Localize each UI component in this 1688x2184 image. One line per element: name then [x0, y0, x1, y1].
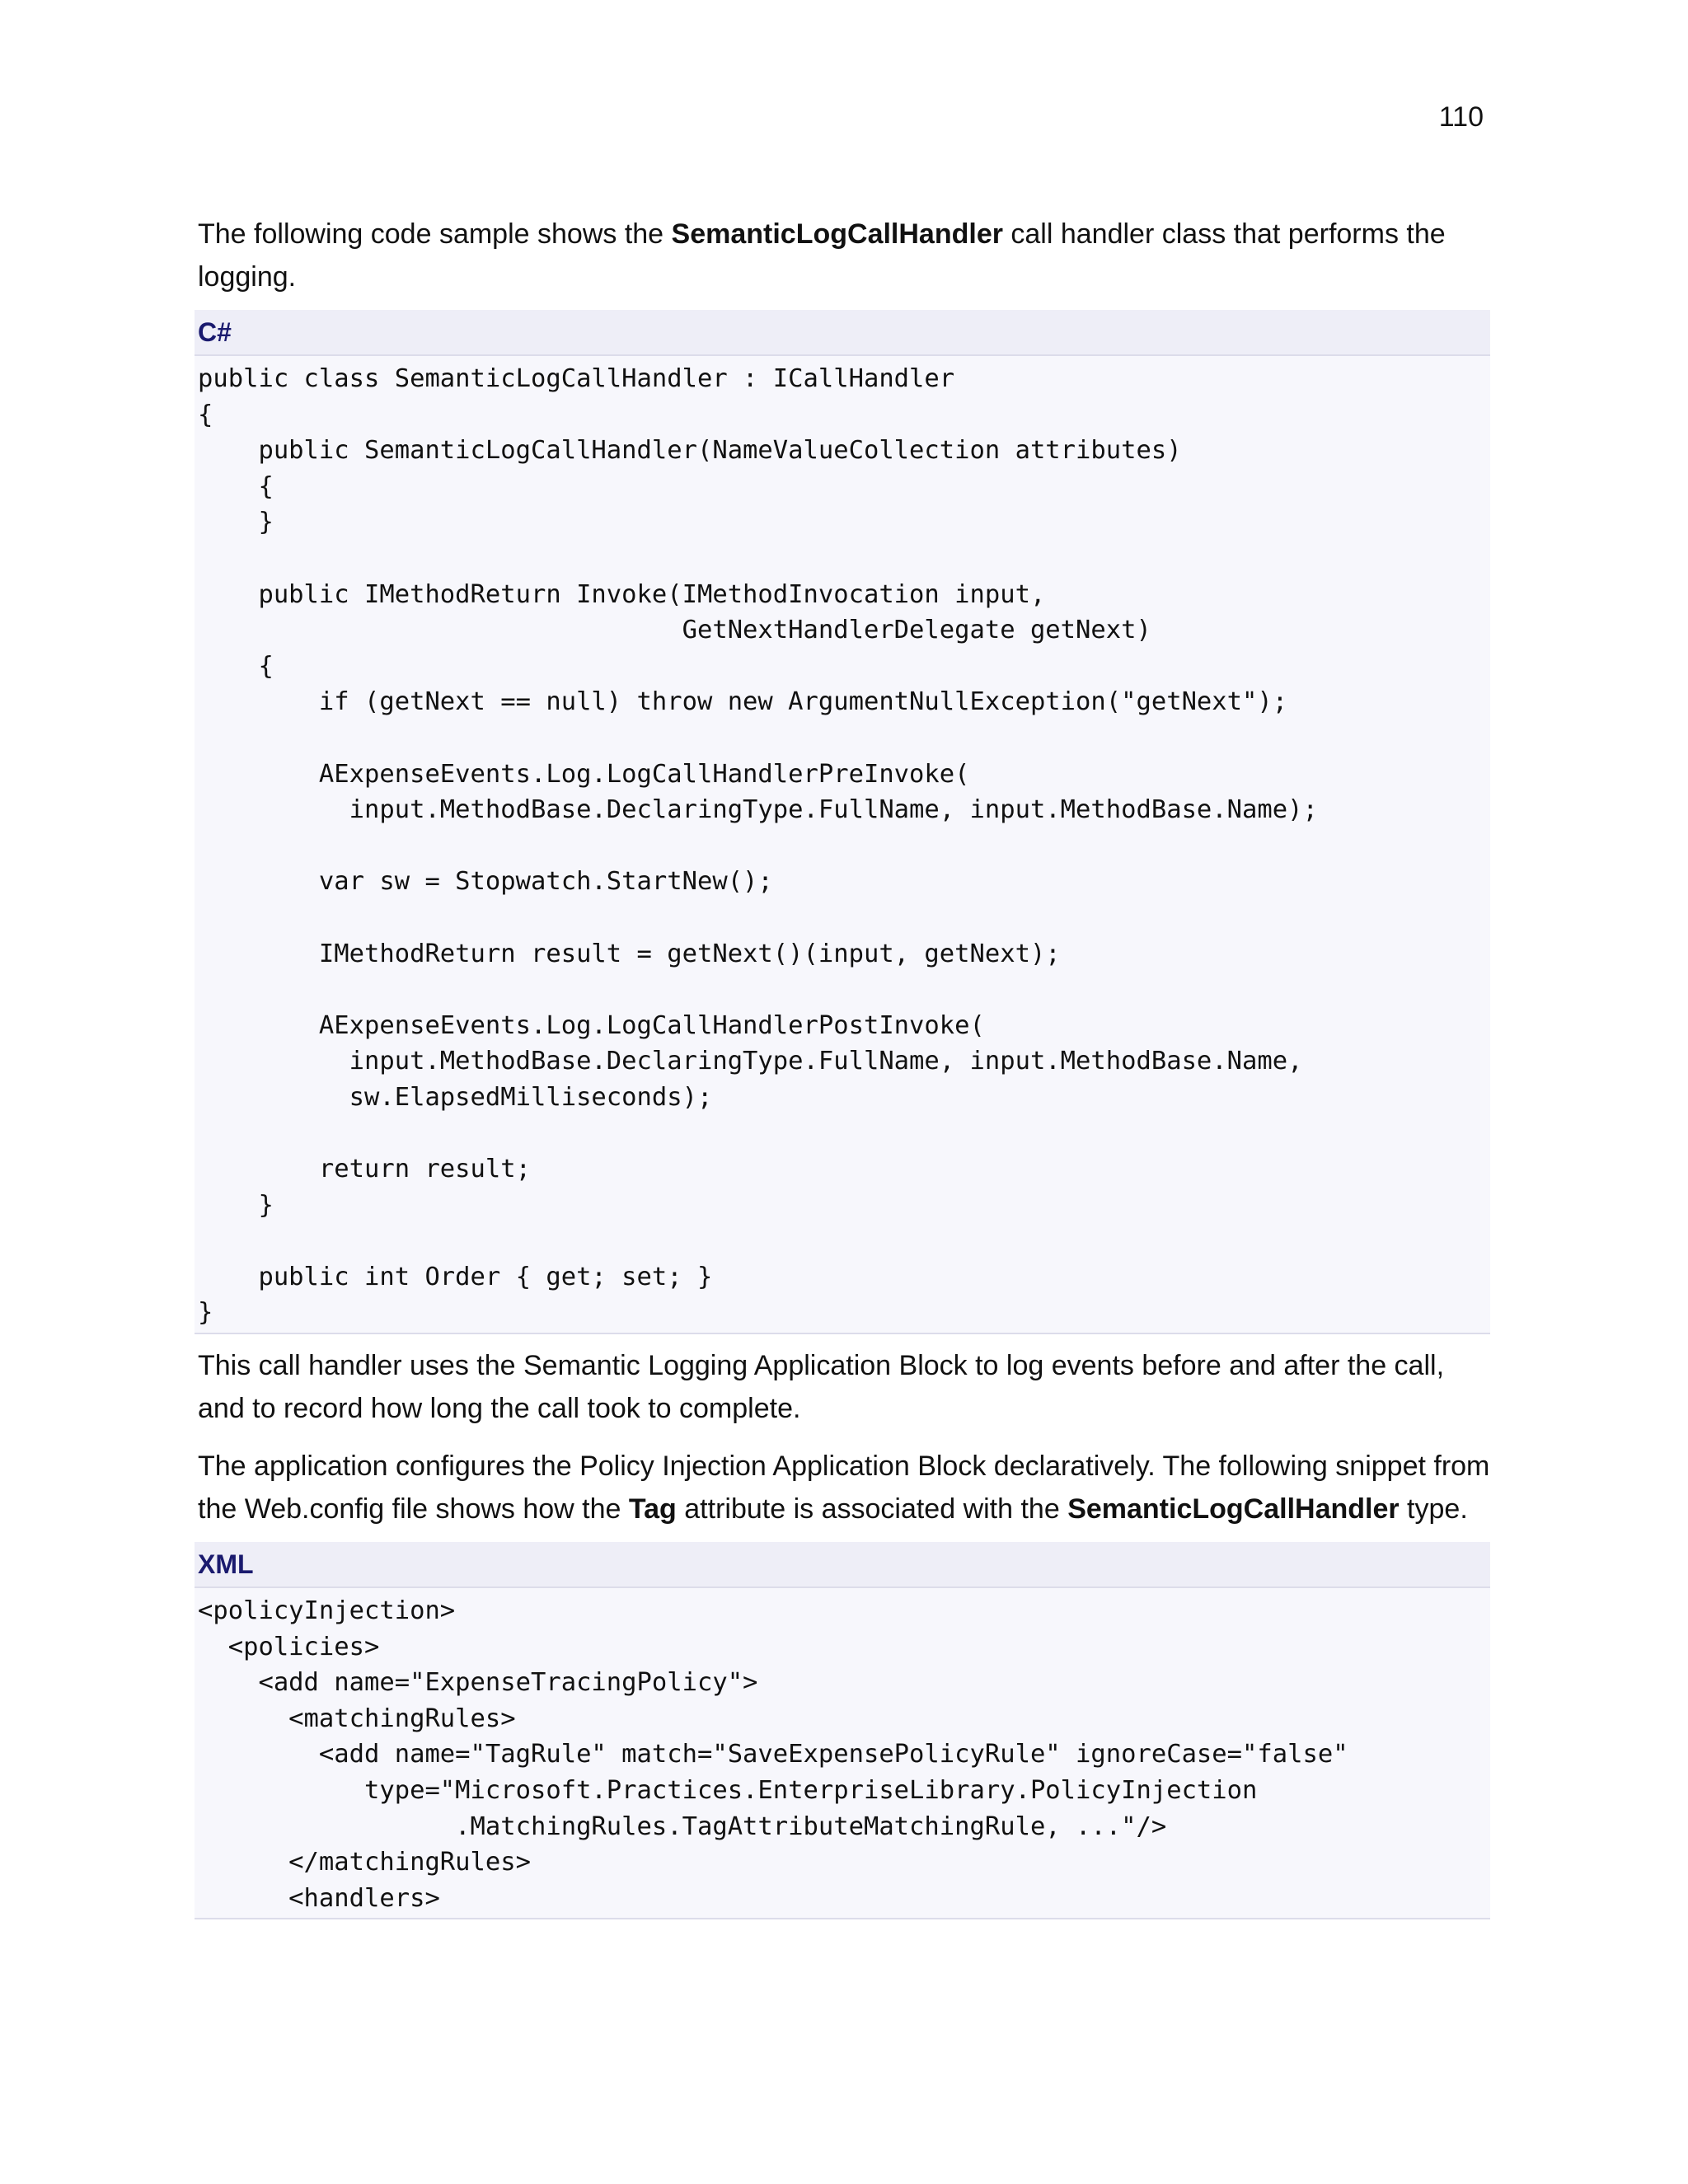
code-line: input.MethodBase.DeclaringType.FullName, input.MethodBase.Name, — [198, 1047, 1303, 1076]
code-line: </matchingRules> — [198, 1848, 531, 1877]
code-line: AExpenseEvents.Log.LogCallHandlerPostInvoke( — [198, 1010, 985, 1040]
code-line: { — [198, 400, 213, 429]
code-line — [198, 541, 1490, 577]
config-text-part1: The application configures the Policy Injection Application Block declaratively. The following snippet from the Web.config file shows how the — [198, 1451, 1490, 1526]
page-number: 110 — [1438, 101, 1484, 133]
code-line: { — [198, 471, 274, 501]
xml-code-block — [195, 1542, 1490, 1919]
code-line: sw.ElapsedMilliseconds); — [198, 1082, 713, 1112]
code-line — [198, 1115, 1490, 1151]
code-line: } — [198, 1298, 213, 1328]
call-handler-description: This call handler uses the Semantic Logging Application Block to log events before and after the call, and to record how long the call took to complete. — [198, 1350, 1445, 1425]
code-line: <add name="ExpenseTracingPolicy"> — [198, 1668, 758, 1698]
code-line: input.MethodBase.DeclaringType.FullName, input.MethodBase.Name); — [198, 795, 1318, 825]
csharp-code-block — [195, 310, 1490, 1334]
code-line: <handlers> — [198, 1883, 440, 1913]
code-line: if (getNext == null) throw new ArgumentNullException("getNext"); — [198, 687, 1288, 717]
intro-paragraph — [198, 213, 1490, 298]
xml-code-label: XML — [195, 1542, 1490, 1588]
code-line: public IMethodReturn Invoke(IMethodInvocation input, — [198, 579, 1046, 609]
code-line: type="Microsoft.Practices.EnterpriseLibrary.PolicyInjection — [198, 1776, 1258, 1805]
code-line: IMethodReturn result = getNext()(input, getNext); — [198, 939, 1061, 968]
config-text-part3: type. — [1399, 1493, 1468, 1526]
code-line: public int Order { get; set; } — [198, 1262, 713, 1291]
code-line: { — [198, 651, 274, 681]
code-line: var sw = Stopwatch.StartNew(); — [198, 867, 773, 897]
code-line: public SemanticLogCallHandler(NameValueCollection attributes) — [198, 436, 1182, 466]
code-line — [198, 828, 1490, 865]
code-line: <matchingRules> — [198, 1704, 516, 1733]
code-line: <policyInjection> — [198, 1596, 456, 1626]
code-line: <policies> — [198, 1632, 380, 1661]
config-bold-class-name: SemanticLogCallHandler — [1067, 1493, 1400, 1526]
code-line — [198, 720, 1490, 757]
page-content — [198, 213, 1490, 1919]
config-bold-tag: Tag — [628, 1493, 677, 1526]
config-text-part2: attribute is associated with the — [676, 1493, 1068, 1526]
intro-text-after: call handler class that performs the logging. — [198, 218, 1446, 293]
code-line: .MatchingRules.TagAttributeMatchingRule, ..."/> — [198, 1811, 1167, 1841]
config-paragraph — [198, 1445, 1490, 1530]
code-line: GetNextHandlerDelegate getNext) — [198, 616, 1151, 645]
code-line: } — [198, 1190, 274, 1220]
code-line: <add name="TagRule" match="SaveExpensePolicyRule" ignoreCase="false" — [198, 1740, 1348, 1769]
intro-text-before: The following code sample shows the — [198, 218, 672, 250]
code-line: public class SemanticLogCallHandler : ICallHandler — [198, 364, 955, 393]
code-line — [198, 972, 1490, 1008]
code-line — [198, 1223, 1490, 1259]
csharp-code-label: C# — [195, 310, 1490, 356]
code-line: AExpenseEvents.Log.LogCallHandlerPreInvoke( — [198, 759, 970, 789]
code-line — [198, 900, 1490, 936]
code-line: return result; — [198, 1155, 531, 1184]
code-line: } — [198, 508, 274, 537]
xml-code-body — [195, 1588, 1490, 1918]
intro-bold-class-name: SemanticLogCallHandler — [671, 218, 1003, 250]
csharp-code-body — [195, 356, 1490, 1333]
